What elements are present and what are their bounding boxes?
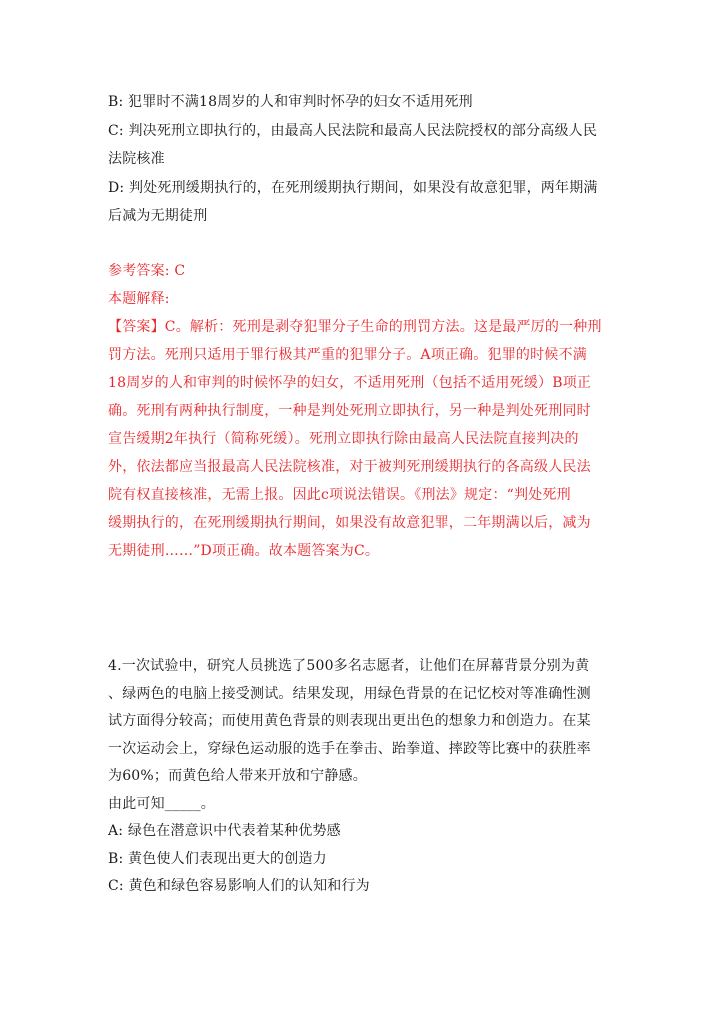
option-b: B: 黄色使人们表现出更大的创造力 — [108, 850, 327, 867]
question-stem-line: 一次运动会上，穿绿色运动服的选手在拳击、跆拳道、摔跤等比赛中的获胜率 — [108, 740, 591, 757]
explanation-line: 18周岁的人和审判的时候怀孕的妇女，不适用死刑（包括不适用死缓）B项正 — [108, 375, 592, 391]
explanation-line: 外，依法都应当报最高人民法院核准，对于被判死刑缓期执行的各高级人民法 — [108, 459, 591, 475]
explanation-line: 确。死刑有两种执行制度，一种是判处死刑立即执行，另一种是判处死刑同时 — [108, 403, 591, 419]
option-d-line-1: D: 判处死刑缓期执行的，在死刑缓期执行期间，如果没有故意犯罪，两年期满 — [108, 180, 598, 196]
reference-answer: 参考答案: C — [108, 263, 186, 279]
explanation-line: 宣告缓期2年执行（简称死缓）。死刑立即执行除由最高人民法院直接判决的 — [108, 431, 579, 447]
option-d-line-2: 后减为无期徒刑 — [108, 208, 208, 224]
previous-question-options — [108, 88, 608, 230]
option-b-line-1: B: 犯罪时不满18周岁的人和审判时怀孕的妇女不适用死刑 — [108, 94, 473, 110]
answer-section — [108, 257, 608, 565]
option-a: A: 绿色在潜意识中代表着某种优势感 — [108, 823, 341, 839]
explanation-line: 缓期执行的，在死刑缓期执行期间，如果没有故意犯罪，二年期满以后，减为 — [108, 515, 591, 531]
explanation-line: 无期徒刑……”D项正确。故本题答案为C。 — [108, 543, 380, 559]
explanation-line: 院有权直接核准，无需上报。因此c项说法错误。《刑法》规定：“判处死刑 — [108, 487, 571, 503]
option-c-line-2: 法院核准 — [108, 151, 165, 167]
explanation-line: 罚方法。死刑只适用于罪行极其严重的犯罪分子。A项正确。犯罪的时候不满 — [108, 347, 587, 363]
question-stem-line: 为60%；而黄色给人带来开放和宁静感。 — [108, 768, 367, 784]
question-stem-line: 、绿两色的电脑上接受测试。结果发现，用绿色背景的在记忆校对等准确性测 — [108, 685, 591, 702]
question-stem-line: 4.一次试验中，研究人员挑选了500多名志愿者，让他们在屏幕背景分别为黄 — [108, 658, 590, 674]
explanation-heading: 本题解释: — [108, 291, 170, 307]
question-stem-line: 试方面得分较高；而使用黄色背景的则表现出更出色的想象力和创造力。在某 — [108, 713, 591, 729]
option-c: C: 黄色和绿色容易影响人们的认知和行为 — [108, 878, 370, 894]
question-4 — [108, 653, 608, 901]
question-prompt: 由此可知_____。 — [108, 795, 215, 812]
explanation-line: 【答案】C。解析：死刑是剥夺犯罪分子生命的刑罚方法。这是最严厉的一种刑 — [108, 319, 602, 335]
option-c-line-1: C: 判决死刑立即执行的，由最高人民法院和最高人民法院授权的部分高级人民 — [108, 123, 598, 139]
